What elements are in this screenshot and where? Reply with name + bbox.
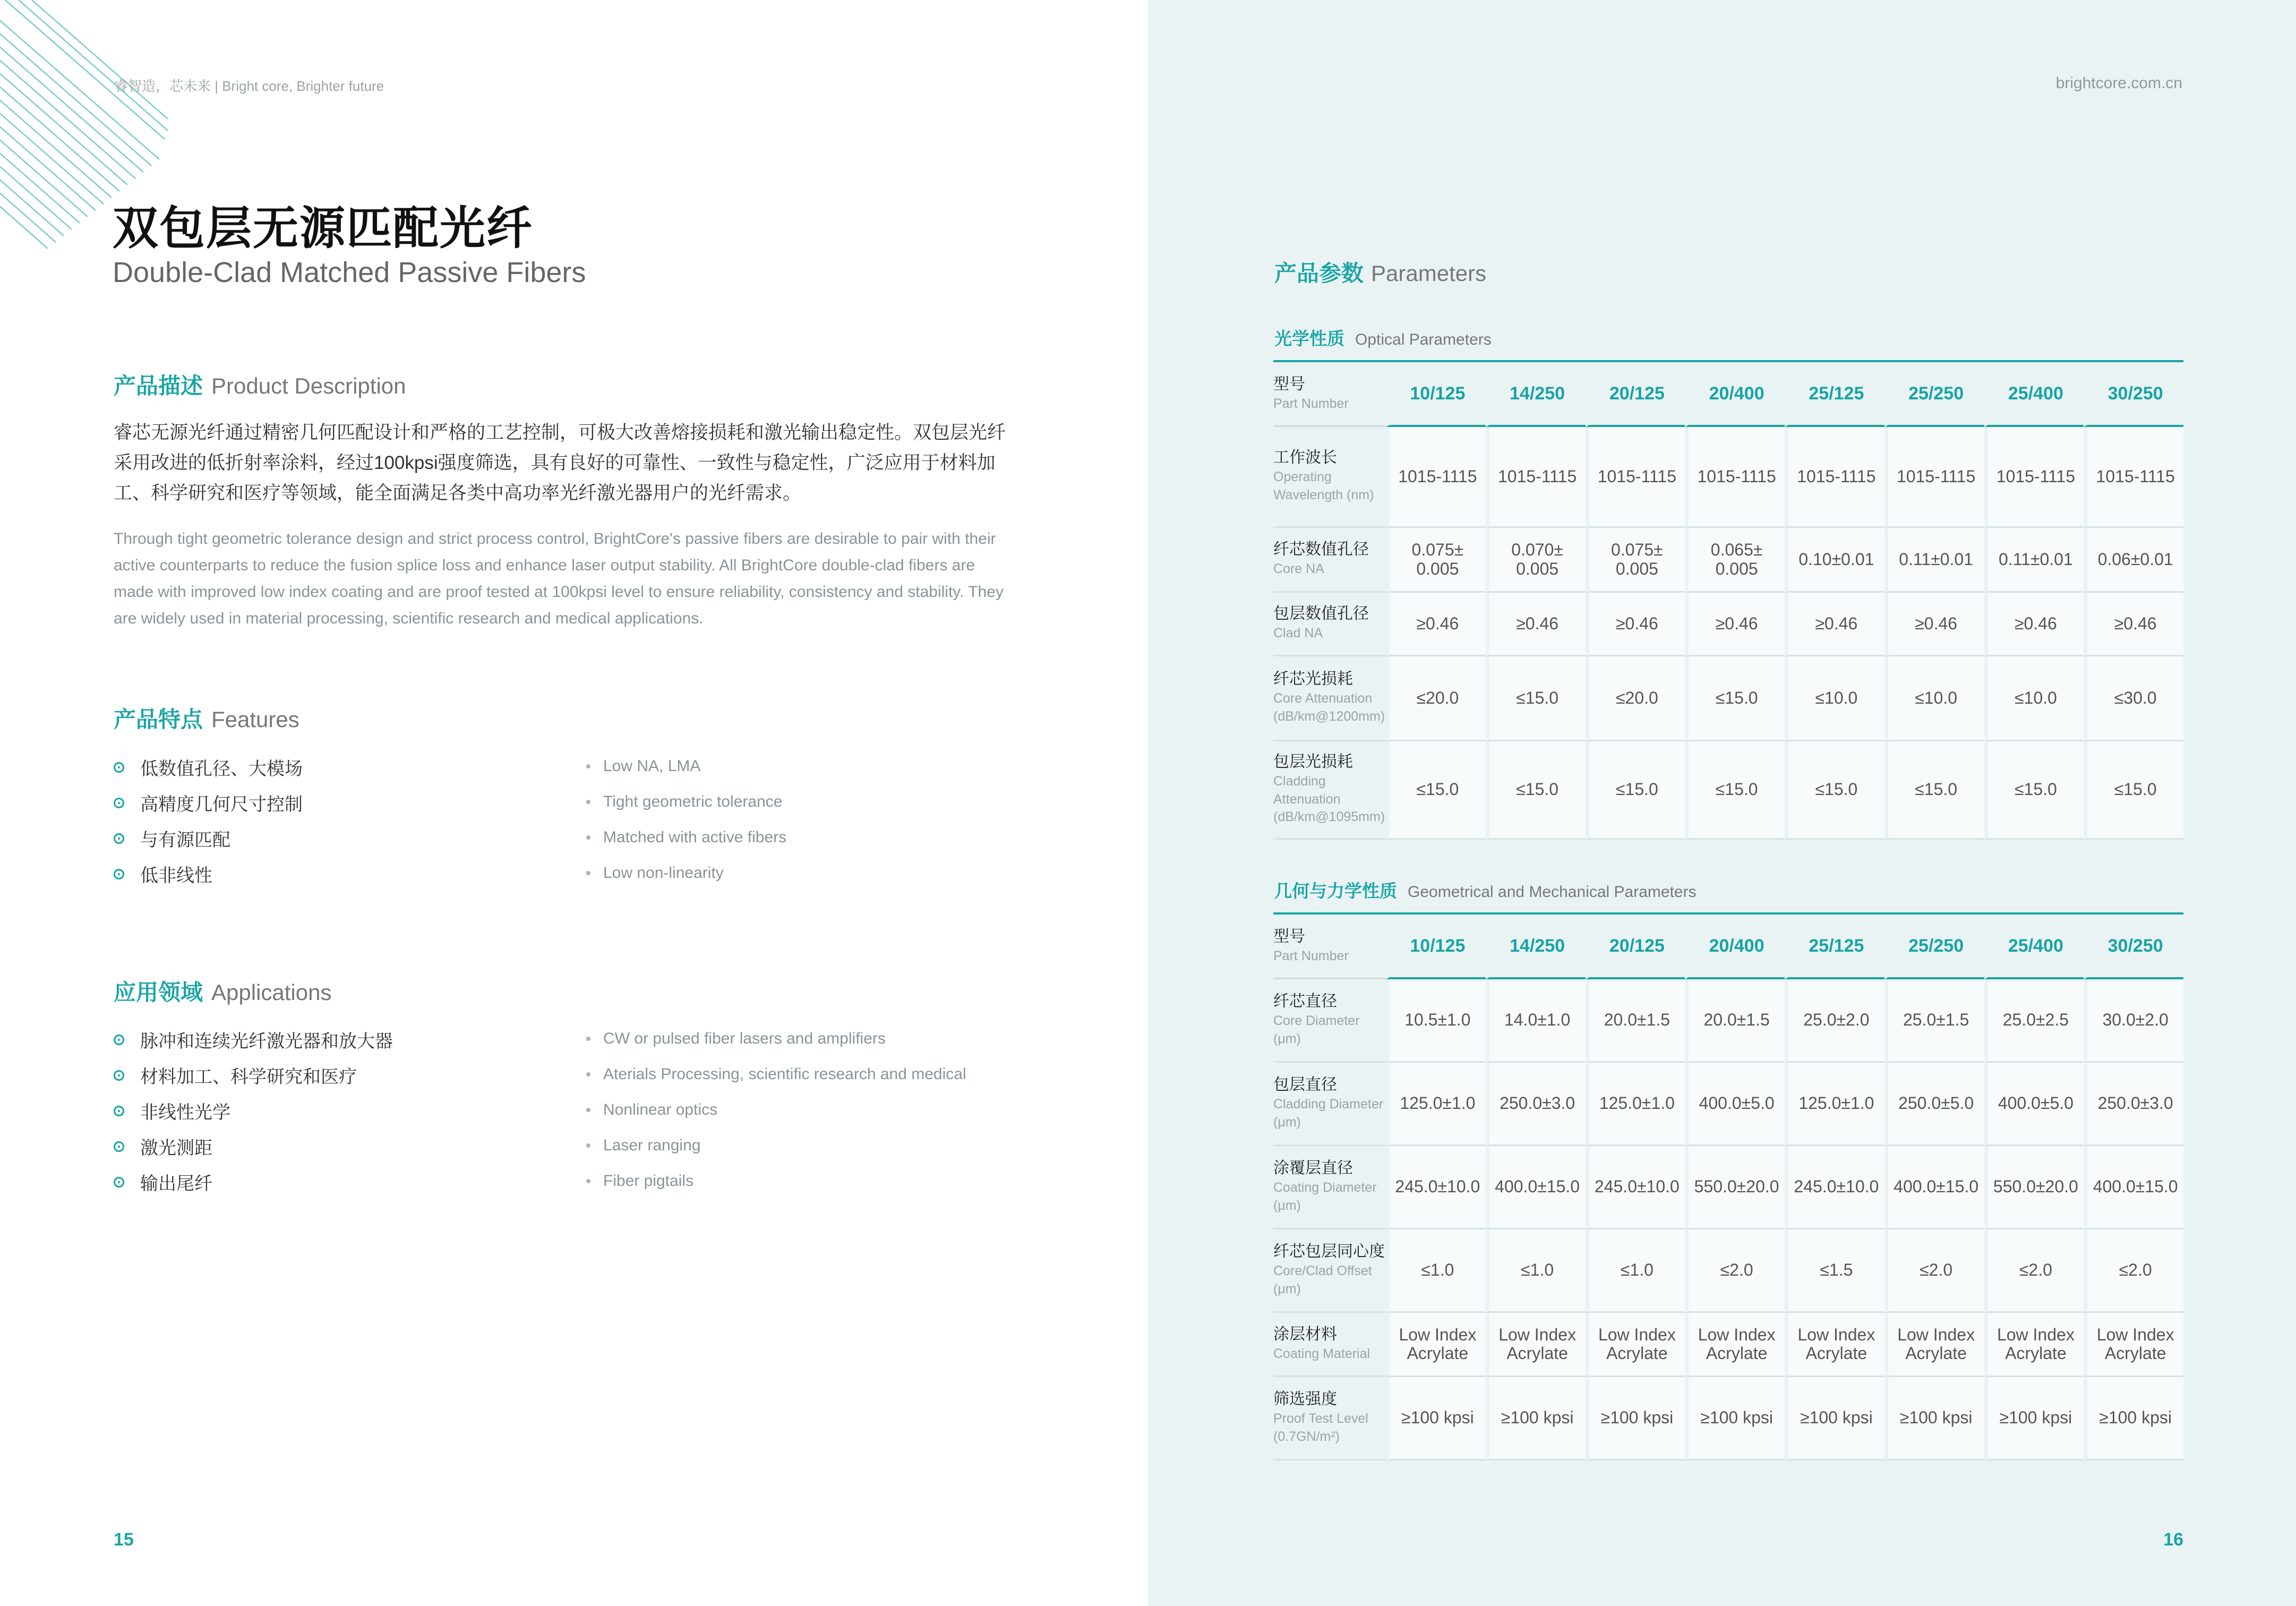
list-item	[114, 1129, 393, 1164]
row-label	[1273, 1146, 1386, 1229]
list-item-text: 激光测距	[140, 1138, 212, 1158]
table-cell: 0.06±0.01	[2084, 528, 2183, 593]
part-number-cell: 25/400	[1984, 916, 2084, 979]
part-number-cell: 30/250	[2084, 916, 2183, 979]
table-cell: ≤20.0	[1386, 656, 1486, 741]
row-label	[1273, 656, 1386, 741]
table-header-row	[1273, 363, 2183, 427]
optical-parameters-table	[1273, 363, 2183, 840]
table-row	[1273, 1146, 2183, 1229]
row-label-en: Coating Material	[1273, 1346, 1370, 1361]
table-cell: ≥0.46	[1486, 593, 1586, 656]
table-cell: Low Index Acrylate	[1486, 1313, 1586, 1377]
description-text-cn: 睿芯无源光纤通过精密几何匹配设计和严格的工艺控制，可极大改善熔接损耗和激光输出稳定性。双包层光纤采用改进的低折射率涂料，经过100kpsi强度筛选，具有良好的可靠性、一致性与稳定性，广泛应用于材料加工、科学研究和医疗等领域，能全面满足各类中高功率光纤激光器用户的光纤需求。	[114, 422, 1006, 503]
table-cell: 20.0±1.5	[1586, 979, 1685, 1063]
row-label-cn: 型号	[1273, 375, 1305, 394]
list-item	[586, 1056, 966, 1092]
table-cell: 1015-1115	[1386, 427, 1486, 528]
list-item	[114, 749, 303, 785]
list-item	[114, 856, 303, 892]
list-item	[114, 785, 303, 821]
table-cell: ≥100 kpsi	[1685, 1377, 1785, 1460]
table-cell: 250.0±3.0	[1486, 1063, 1586, 1146]
part-number-cell: 25/250	[1884, 363, 1984, 427]
table-header-row	[1273, 916, 2183, 979]
table-cell: 25.0±1.5	[1884, 979, 1984, 1063]
list-item-text: 材料加工、科学研究和医疗	[140, 1067, 357, 1087]
row-label-en: Operating Wavelength (nm)	[1273, 469, 1374, 502]
table-cell: ≤15.0	[1785, 741, 1884, 840]
table-cell: Low Index Acrylate	[2084, 1313, 2183, 1377]
geometric-heading-en: Geometrical and Mechanical Parameters	[1408, 883, 1697, 901]
table-cell: ≤20.0	[1586, 656, 1685, 741]
list-item-text: Matched with active fibers	[603, 828, 787, 846]
table-cell: 250.0±5.0	[1884, 1063, 1984, 1146]
table-cell: ≤15.0	[1685, 741, 1785, 840]
table-cell: 25.0±2.0	[1785, 979, 1884, 1063]
part-number-cell: 20/125	[1586, 363, 1685, 427]
table-cell: 1015-1115	[1984, 427, 2084, 528]
table-cell: ≥100 kpsi	[1884, 1377, 1984, 1460]
page-title-cn: 双包层无源匹配光纤	[113, 203, 533, 254]
target-bullet-icon	[114, 869, 124, 879]
table-cell: ≤15.0	[1486, 656, 1586, 741]
row-label-cn: 工作波长	[1273, 449, 1337, 467]
row-label	[1273, 1377, 1386, 1460]
part-number-cell: 14/250	[1486, 363, 1586, 427]
table-cell: ≤15.0	[1685, 656, 1785, 741]
page-number-right: 16	[2163, 1530, 2183, 1550]
table-cell: ≤2.0	[1685, 1229, 1785, 1313]
table-cell: 20.0±1.5	[1685, 979, 1785, 1063]
table-cell: ≥0.46	[2084, 593, 2183, 656]
geometric-heading	[1274, 877, 1697, 902]
table-cell: 400.0±5.0	[1685, 1063, 1785, 1146]
parameters-heading-cn: 产品参数	[1274, 261, 1364, 286]
table-cell: 1015-1115	[1486, 427, 1586, 528]
table-row	[1273, 427, 2183, 528]
list-item	[586, 1163, 966, 1199]
list-item-text: 输出尾纤	[140, 1174, 212, 1194]
bullet-dot-icon	[586, 835, 590, 840]
table-cell: ≤1.5	[1785, 1229, 1884, 1313]
section-heading-cn: 应用领域	[114, 980, 203, 1005]
table-row	[1273, 1313, 2183, 1377]
section-heading-en: Product Description	[211, 373, 406, 398]
part-number-cell: 30/250	[2084, 363, 2183, 427]
table-cell: ≤15.0	[1386, 741, 1486, 840]
table-cell: ≤2.0	[2084, 1229, 2183, 1313]
list-item-text: Aterials Processing, scientific research and medical	[603, 1065, 966, 1083]
row-label-cn: 型号	[1273, 928, 1305, 946]
part-number-cell: 14/250	[1486, 916, 1586, 979]
table-cell: ≤15.0	[1984, 741, 2084, 840]
table-row	[1273, 1377, 2183, 1460]
list-item	[586, 1127, 966, 1163]
table-cell: 0.11±0.01	[1984, 528, 2084, 593]
list-item-text: Fiber pigtails	[603, 1172, 694, 1190]
parameters-heading	[1274, 256, 1486, 288]
table-cell: 0.070± 0.005	[1486, 528, 1586, 593]
part-number-cell: 20/400	[1685, 916, 1785, 979]
part-number-cell: 25/125	[1785, 916, 1884, 979]
row-label-en: Core Diameter (μm)	[1273, 1013, 1360, 1046]
list-item-text: 脉冲和连续光纤激光器和放大器	[140, 1031, 393, 1052]
row-label-cn: 包层光损耗	[1273, 753, 1353, 771]
table-top-rule	[1273, 360, 2183, 362]
list-item	[114, 1057, 393, 1093]
applications-list-cn	[114, 1022, 393, 1200]
table-cell: 245.0±10.0	[1586, 1146, 1685, 1229]
list-item-text: Laser ranging	[603, 1136, 701, 1154]
bullet-dot-icon	[586, 764, 590, 768]
table-cell: ≤2.0	[1984, 1229, 2084, 1313]
row-label-en: Core NA	[1273, 561, 1324, 577]
list-item	[114, 1093, 393, 1129]
table-cell: 550.0±20.0	[1685, 1146, 1785, 1229]
table-cell: ≥0.46	[1586, 593, 1685, 656]
table-cell: ≤2.0	[1884, 1229, 1984, 1313]
section-heading-features	[114, 702, 299, 734]
part-number-cell: 25/250	[1884, 916, 1984, 979]
table-cell: ≥100 kpsi	[1785, 1377, 1884, 1460]
row-label-en: Clad NA	[1273, 626, 1323, 641]
table-row	[1273, 593, 2183, 656]
table-cell: ≥0.46	[1785, 593, 1884, 656]
features-list-cn	[114, 749, 303, 892]
row-label	[1273, 741, 1386, 840]
target-bullet-icon	[114, 798, 124, 808]
table-cell: ≥100 kpsi	[1984, 1377, 2084, 1460]
bullet-dot-icon	[586, 1072, 590, 1077]
table-cell: 1015-1115	[2084, 427, 2183, 528]
table-cell: 125.0±1.0	[1386, 1063, 1486, 1146]
row-label-en: Proof Test Level (0.7GN/m²)	[1273, 1411, 1368, 1444]
table-cell: 400.0±15.0	[1486, 1146, 1586, 1229]
page-title-en: Double-Clad Matched Passive Fibers	[113, 257, 586, 288]
row-label	[1273, 427, 1386, 528]
table-cell: ≤10.0	[1884, 656, 1984, 741]
table-cell: 0.075± 0.005	[1586, 528, 1685, 593]
table-cell: ≤1.0	[1486, 1229, 1586, 1313]
target-bullet-icon	[114, 1106, 124, 1116]
row-label-cn: 纤芯包层同心度	[1273, 1242, 1385, 1260]
list-item-text: 非线性光学	[140, 1103, 230, 1123]
table-cell: 0.11±0.01	[1884, 528, 1984, 593]
row-label-cn: 筛选强度	[1273, 1390, 1337, 1408]
row-label-en: Part Number	[1273, 949, 1349, 964]
table-cell: ≤15.0	[1586, 741, 1685, 840]
table-cell: ≤30.0	[2084, 656, 2183, 741]
table-cell: 400.0±5.0	[1984, 1063, 2084, 1146]
list-item	[114, 1164, 393, 1200]
table-cell: ≤15.0	[1884, 741, 1984, 840]
table-cell: 1015-1115	[1785, 427, 1884, 528]
table-cell: ≤15.0	[1486, 741, 1586, 840]
table-cell: 0.065± 0.005	[1685, 528, 1785, 593]
row-label	[1273, 593, 1386, 656]
geometric-heading-cn: 几何与力学性质	[1274, 881, 1397, 901]
table-cell: ≤1.0	[1586, 1229, 1685, 1313]
part-number-cell: 20/400	[1685, 363, 1785, 427]
part-number-cell: 20/125	[1586, 916, 1685, 979]
table-cell: Low Index Acrylate	[1685, 1313, 1785, 1377]
section-heading-en: Applications	[211, 980, 332, 1005]
list-item-text: Low NA, LMA	[603, 757, 701, 775]
list-item	[114, 1022, 393, 1057]
table-cell: ≥100 kpsi	[2084, 1377, 2183, 1460]
table-cell: ≥0.46	[1884, 593, 1984, 656]
table-cell: 0.075± 0.005	[1386, 528, 1486, 593]
table-cell: 125.0±1.0	[1586, 1063, 1685, 1146]
table-cell: ≤10.0	[1984, 656, 2084, 741]
optical-heading	[1274, 325, 1492, 350]
row-label-cn: 涂覆层直径	[1273, 1159, 1353, 1177]
list-item	[586, 1021, 966, 1056]
target-bullet-icon	[114, 1035, 124, 1045]
table-cell: 550.0±20.0	[1984, 1146, 2084, 1229]
list-item-text: Nonlinear optics	[603, 1100, 718, 1118]
table-cell: 1015-1115	[1586, 427, 1685, 528]
table-cell: Low Index Acrylate	[1386, 1313, 1486, 1377]
row-label-en: Cladding Diameter (μm)	[1273, 1096, 1384, 1130]
geometric-parameters-table	[1273, 916, 2183, 1460]
bullet-dot-icon	[586, 1108, 590, 1112]
table-cell: ≤10.0	[1785, 656, 1884, 741]
part-number-cell: 25/400	[1984, 363, 2084, 427]
table-cell: ≤1.0	[1386, 1229, 1486, 1313]
bullet-dot-icon	[586, 1143, 590, 1148]
row-label-en: Core/Clad Offset (μm)	[1273, 1263, 1372, 1296]
target-bullet-icon	[114, 762, 124, 773]
table-cell: ≤15.0	[2084, 741, 2183, 840]
table-cell: ≥0.46	[1386, 593, 1486, 656]
table-cell: Low Index Acrylate	[1586, 1313, 1685, 1377]
part-number-cell: 10/125	[1386, 916, 1486, 979]
row-label-en: Part Number	[1273, 396, 1349, 412]
row-label	[1273, 1063, 1386, 1146]
row-label-cn: 包层直径	[1273, 1075, 1337, 1094]
row-label	[1273, 528, 1386, 593]
table-cell: 250.0±3.0	[2084, 1063, 2183, 1146]
table-row	[1273, 979, 2183, 1063]
table-row	[1273, 656, 2183, 741]
optical-heading-cn: 光学性质	[1274, 329, 1344, 348]
table-row	[1273, 1063, 2183, 1146]
list-item	[586, 748, 786, 784]
row-label-cn: 涂层材料	[1273, 1325, 1337, 1343]
list-item	[586, 819, 786, 855]
table-cell: ≥100 kpsi	[1486, 1377, 1586, 1460]
row-label	[1273, 979, 1386, 1063]
table-cell: 25.0±2.5	[1984, 979, 2084, 1063]
row-label-cn: 纤芯数值孔径	[1273, 541, 1369, 559]
table-row	[1273, 741, 2183, 840]
table-cell: Low Index Acrylate	[1884, 1313, 1984, 1377]
row-label	[1273, 1313, 1386, 1377]
table-cell: 1015-1115	[1685, 427, 1785, 528]
part-number-cell: 25/125	[1785, 363, 1884, 427]
row-label-en: Cladding Attenuation (dB/km@1095mm)	[1273, 773, 1385, 825]
section-heading-en: Features	[211, 707, 299, 732]
list-item	[586, 1092, 966, 1127]
row-label-en: Coating Diameter (μm)	[1273, 1180, 1377, 1213]
list-item-text: 低数值孔径、大模场	[140, 759, 303, 779]
table-cell: ≥0.46	[1685, 593, 1785, 656]
list-item	[586, 784, 786, 819]
list-item-text: CW or pulsed fiber lasers and amplifiers	[603, 1029, 886, 1047]
row-label	[1273, 363, 1386, 427]
row-label-cn: 纤芯光损耗	[1273, 670, 1353, 688]
list-item-text: Tight geometric tolerance	[603, 792, 783, 810]
features-list-en	[586, 748, 786, 891]
table-cell: ≥100 kpsi	[1586, 1377, 1685, 1460]
description-text-en: Through tight geometric tolerance design and strict process control, BrightCore's passive fibers are desirable to pair with their active counterparts to reduce the fusion splice loss and enhance laser output stability. All BrightCore double-clad fibers are made with improved low index coating and are proof tested at 100kpsi level to ensure reliability, consistency and stability. They are widely used in material processing, scientific research and medical applications.	[114, 530, 1004, 627]
table-cell: 30.0±2.0	[2084, 979, 2183, 1063]
section-heading-cn: 产品特点	[114, 707, 203, 732]
table-row	[1273, 528, 2183, 593]
applications-list-en	[586, 1021, 966, 1199]
row-label-cn: 包层数值孔径	[1273, 605, 1369, 623]
target-bullet-icon	[114, 1141, 124, 1152]
list-item-text: Low non-linearity	[603, 864, 724, 882]
row-label-cn: 纤芯直径	[1273, 992, 1337, 1010]
list-item	[586, 855, 786, 891]
row-label-en: Core Attenuation (dB/km@1200mm)	[1273, 691, 1385, 724]
section-heading-applications	[114, 975, 331, 1007]
table-row	[1273, 1229, 2183, 1313]
section-heading-description	[114, 369, 406, 400]
row-label	[1273, 916, 1386, 979]
bullet-dot-icon	[586, 1037, 590, 1041]
bullet-dot-icon	[586, 800, 590, 804]
table-cell: 14.0±1.0	[1486, 979, 1586, 1063]
bullet-dot-icon	[586, 871, 590, 875]
table-cell: ≥0.46	[1984, 593, 2084, 656]
table-cell: 10.5±1.0	[1386, 979, 1486, 1063]
list-item-text: 高精度几何尺寸控制	[140, 795, 303, 815]
section-heading-cn: 产品描述	[114, 373, 203, 398]
table-top-rule	[1273, 912, 2183, 915]
table-cell: ≥100 kpsi	[1386, 1377, 1486, 1460]
optical-heading-en: Optical Parameters	[1355, 331, 1492, 348]
table-cell: Low Index Acrylate	[1984, 1313, 2084, 1377]
tagline: 睿智造，芯未来 | Bright core, Brighter future	[114, 78, 384, 94]
parameters-heading-en: Parameters	[1371, 261, 1487, 286]
bullet-dot-icon	[586, 1179, 590, 1183]
site-url: brightcore.com.cn	[2055, 74, 2182, 92]
table-cell: 1015-1115	[1884, 427, 1984, 528]
row-label	[1273, 1229, 1386, 1313]
target-bullet-icon	[114, 1177, 124, 1188]
list-item-text: 低非线性	[140, 866, 212, 886]
target-bullet-icon	[114, 833, 124, 844]
page-number-left: 15	[114, 1530, 134, 1550]
table-cell: 0.10±0.01	[1785, 528, 1884, 593]
table-cell: Low Index Acrylate	[1785, 1313, 1884, 1377]
part-number-cell: 10/125	[1386, 363, 1486, 427]
table-cell: 245.0±10.0	[1785, 1146, 1884, 1229]
list-item-text: 与有源匹配	[140, 830, 230, 850]
table-cell: 400.0±15.0	[1884, 1146, 1984, 1229]
table-cell: 125.0±1.0	[1785, 1063, 1884, 1146]
list-item	[114, 821, 303, 856]
table-cell: 400.0±15.0	[2084, 1146, 2183, 1229]
table-cell: 245.0±10.0	[1386, 1146, 1486, 1229]
target-bullet-icon	[114, 1070, 124, 1081]
